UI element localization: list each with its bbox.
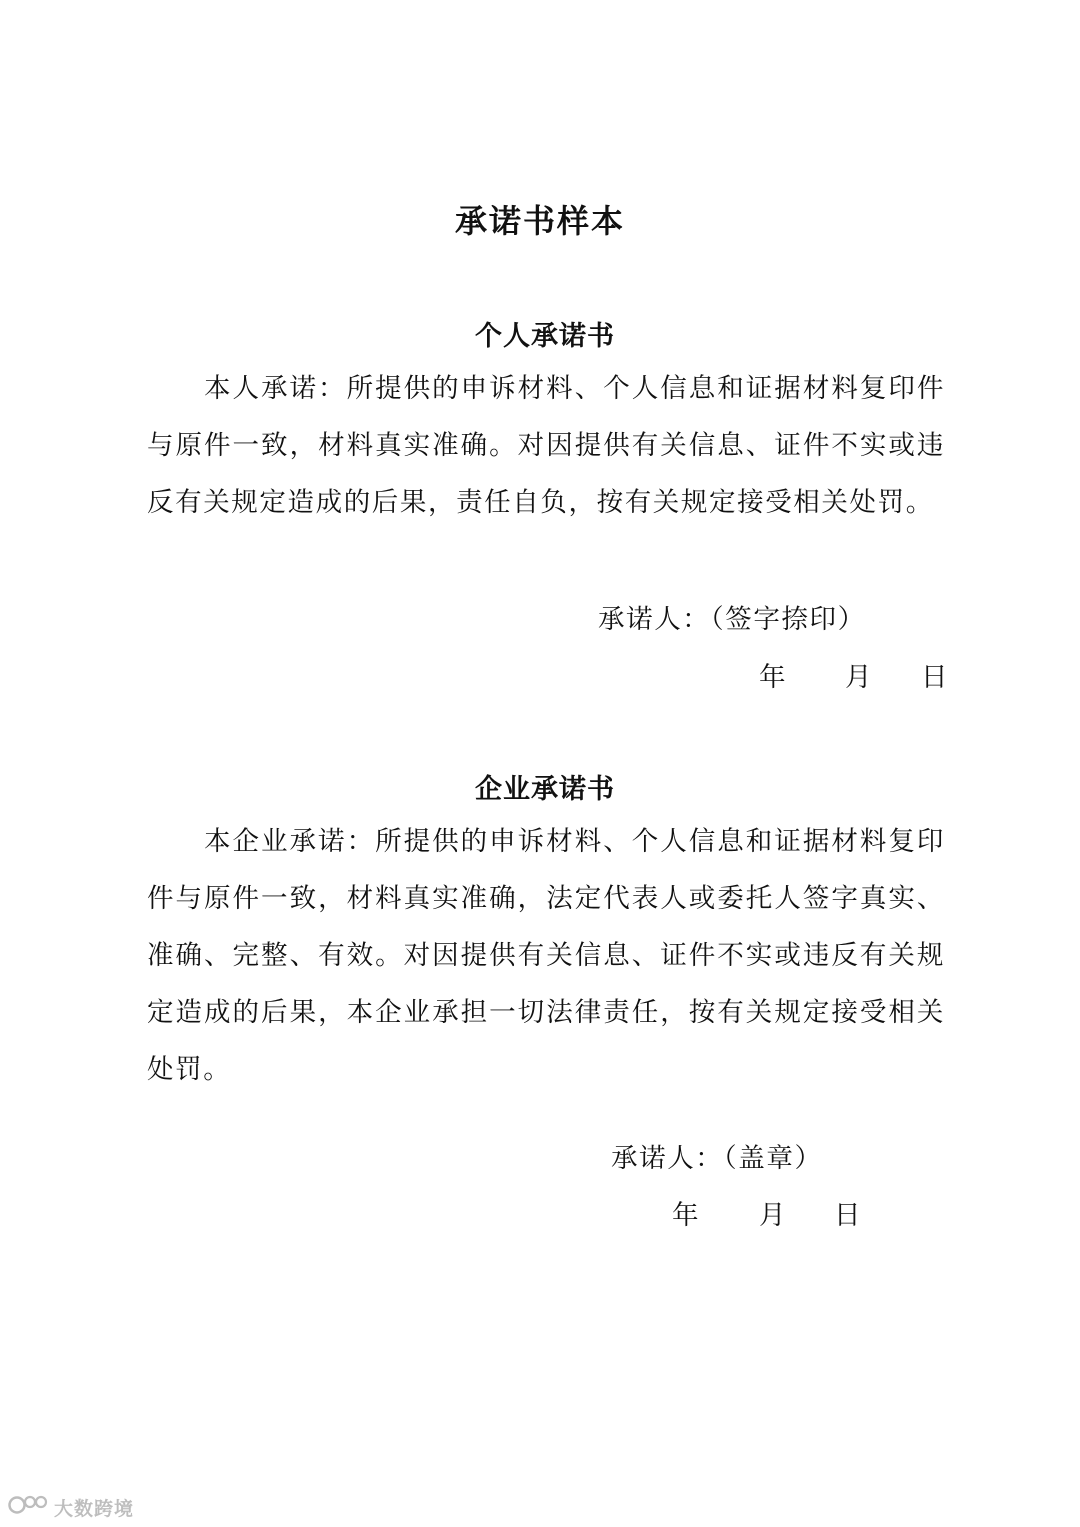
watermark: [8, 1494, 134, 1520]
personal-pledge-heading: 个人承诺书: [475, 321, 615, 352]
enterprise-pledge-heading: 企业承诺书: [475, 774, 615, 805]
brand-logo-icon: [8, 1493, 50, 1521]
enterprise-date-day: 日: [834, 1200, 861, 1231]
personal-date-year: 年: [759, 662, 786, 693]
enterprise-date-month: 月: [759, 1200, 786, 1231]
personal-date-day: 日: [921, 662, 948, 693]
enterprise-signature-line: 承诺人：（盖章）: [611, 1143, 823, 1174]
personal-date-line: [0, 655, 1080, 693]
personal-date-month: 月: [845, 662, 872, 693]
document-title: 承诺书样本: [454, 202, 625, 240]
enterprise-date-line: [0, 1193, 1080, 1231]
personal-signature-line: 承诺人：（签字捺印）: [598, 604, 866, 635]
enterprise-pledge-body: 本企业承诺：所提供的申诉材料、个人信息和证据材料复印件与原件一致，材料真实准确，法定代表人或委托人签字真实、准确、完整、有效。对因提供有关信息、证件不实或违反有关规定造成的后果，本企业承担一切法律责任，按有关规定接受相关处罚。: [147, 826, 945, 1085]
personal-pledge-body: 本人承诺：所提供的申诉材料、个人信息和证据材料复印件与原件一致，材料真实准确。对因提供有关信息、证件不实或违反有关规定造成的后果，责任自负，按有关规定接受相关处罚。: [147, 373, 945, 518]
enterprise-date-year: 年: [672, 1200, 699, 1231]
watermark-text: 大数跨境: [54, 1497, 135, 1520]
